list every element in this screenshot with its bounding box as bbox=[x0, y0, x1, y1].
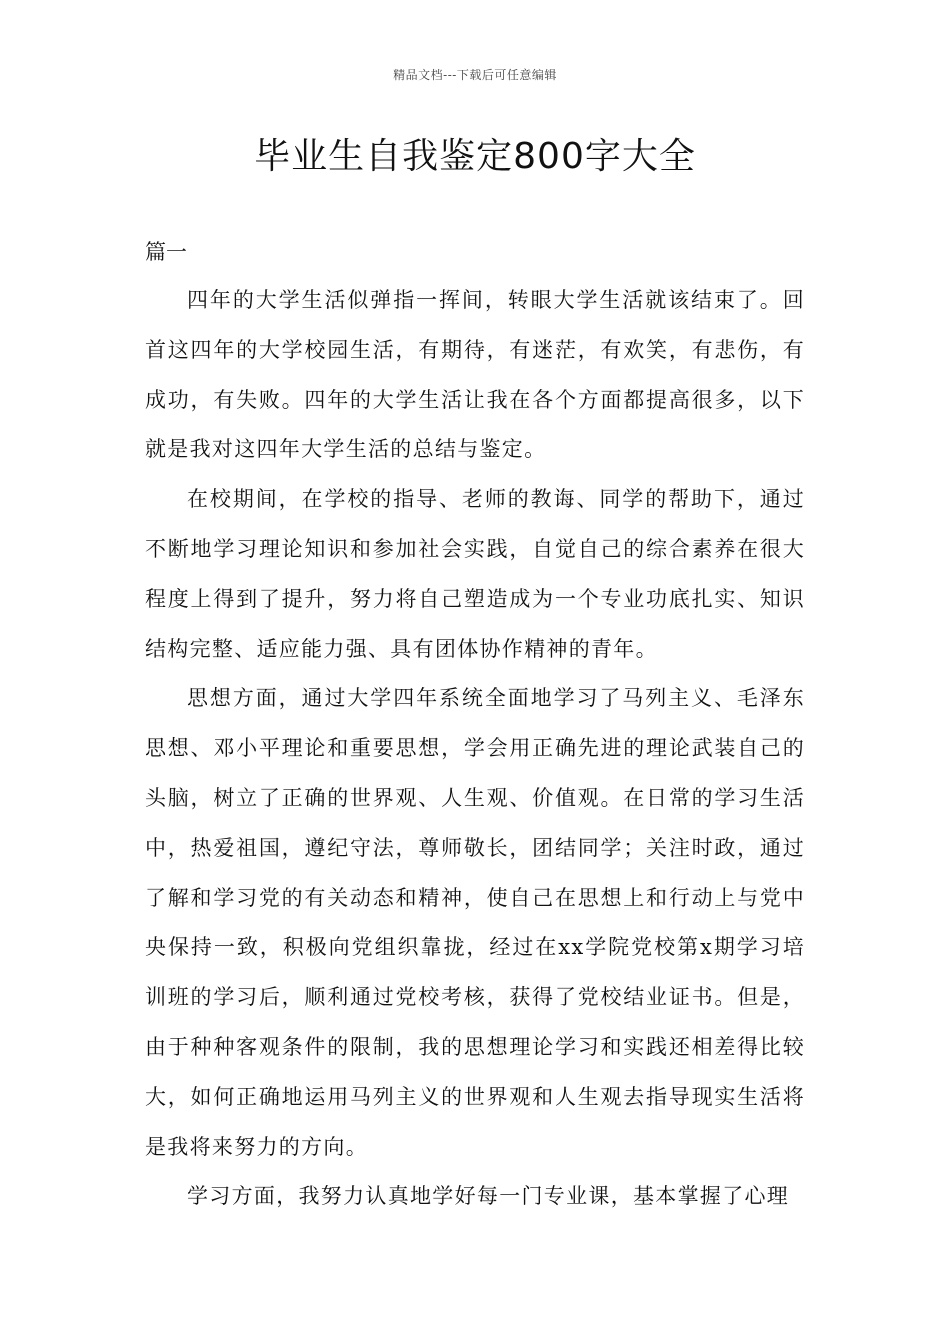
paragraph: 思想方面，通过大学四年系统全面地学习了马列主义、毛泽东思想、邓小平理论和重要思想，学会用正确先进的理论武装自己的头脑，树立了正确的世界观、人生观、价值观。在日常的学习生活中，热爱祖国，遵纪守法，尊师敬长，团结同学；关注时政，通过了解和学习党的有关动态和精神，使自己在思想上和行动上与党中央保持一致，积极向党组织靠拢，经过在xx学院党校第x期学习培训班的学习后，顺利通过党校考核，获得了党校结业证书。但是，由于种种客观条件的限制，我的思想理论学习和实践还相差得比较大，如何正确地运用马列主义的世界观和人生观去指导现实生活将是我将来努力的方向。 bbox=[145, 686, 805, 1159]
document-title: 毕业生自我鉴定800字大全 bbox=[254, 136, 696, 177]
body-text bbox=[145, 276, 805, 1222]
paragraph: 四年的大学生活似弹指一挥间，转眼大学生活就该结束了。回首这四年的大学校园生活，有期待，有迷茫，有欢笑，有悲伤，有成功，有失败。四年的大学生活让我在各个方面都提高很多，以下就是我对这四年大学生活的总结与鉴定。 bbox=[145, 288, 805, 462]
paragraph: 在校期间，在学校的指导、老师的教诲、同学的帮助下，通过不断地学习理论知识和参加社会实践，自觉自己的综合素养在很大程度上得到了提升，努力将自己塑造成为一个专业功底扎实、知识结构完整、适应能力强、具有团体协作精神的青年。 bbox=[145, 487, 805, 661]
paragraph: 学习方面，我努力认真地学好每一门专业课，基本掌握了心理 bbox=[187, 1184, 790, 1209]
header-note: 精品文档---下载后可任意编辑 bbox=[393, 68, 557, 82]
section-label: 篇一 bbox=[145, 240, 187, 264]
